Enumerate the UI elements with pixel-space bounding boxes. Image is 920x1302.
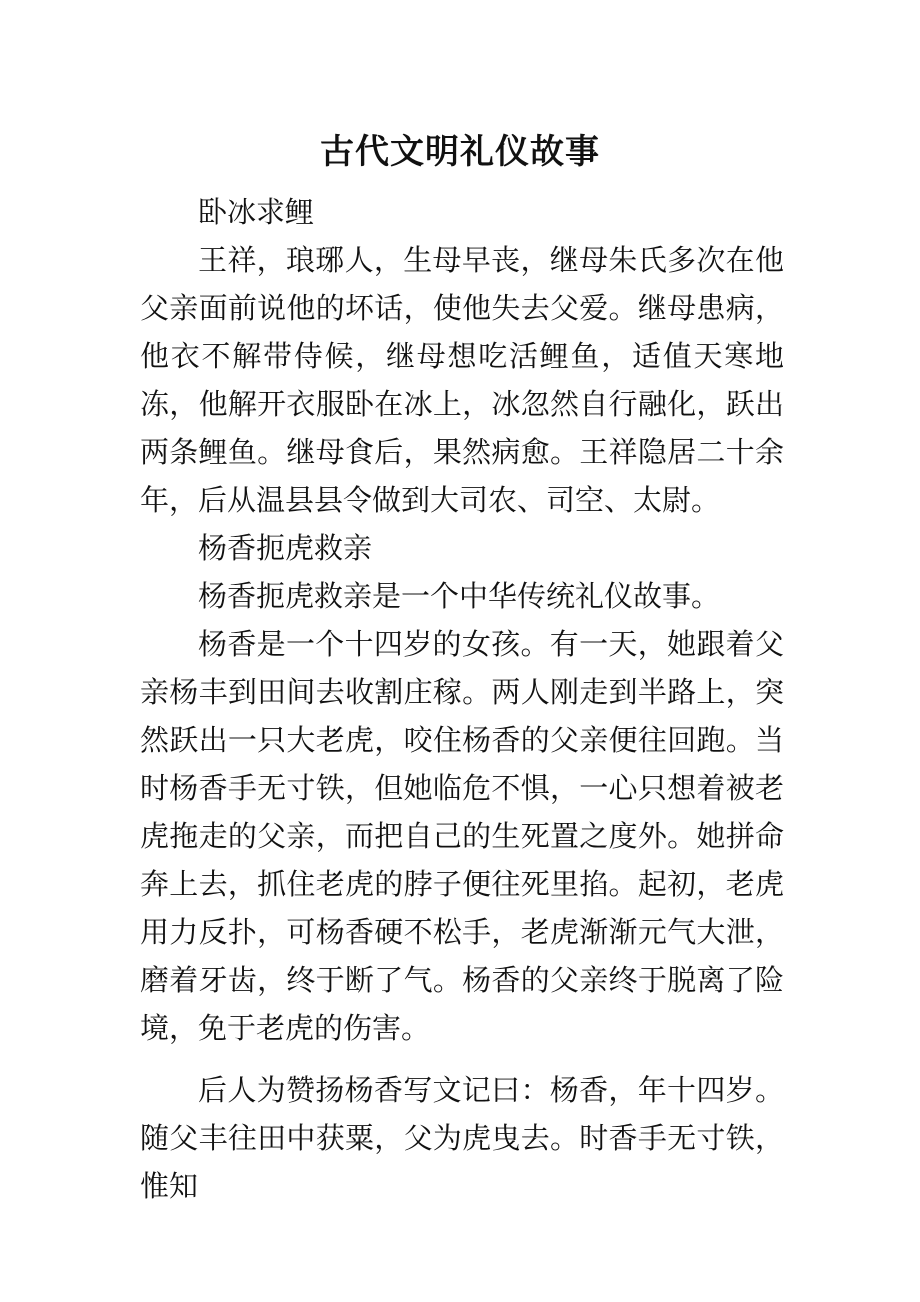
paragraph-yang-xiang-intro: 杨香扼虎救亲是一个中华传统礼仪故事。 [198, 579, 721, 613]
section-heading-yang-xiang: 杨香扼虎救亲 [198, 531, 373, 565]
paragraph-wang-xiang-story: 王祥，琅琊人，生母早丧，继母朱氏多次在他父亲面前说他的坏话，使他失去父爱。继母患病，他衣不解带侍候，继母想吃活鲤鱼，适值天寒地冻，他解开衣服卧在冰上，冰忽然自行融化，跃出两条鲤鱼。继母食后，果然病愈。王祥隐居二十余年，后从温县县令做到大司农、司空、太尉。 [140, 243, 784, 517]
paragraph-yang-xiang-tribute: 后人为赞扬杨香写文记曰：杨香，年十四岁。随父丰往田中获粟，父为虎曳去。时香手无寸铁，惟知 [140, 1073, 784, 1203]
paragraph-yang-xiang-story: 杨香是一个十四岁的女孩。有一天，她跟着父亲杨丰到田间去收割庄稼。两人刚走到半路上，突然跃出一只大老虎，咬住杨香的父亲便往回跑。当时杨香手无寸铁，但她临危不惧，一心只想着被老虎拖走的父亲，而把自己的生死置之度外。她拼命奔上去，抓住老虎的脖子便往死里掐。起初，老虎用力反扑，可杨香硬不松手，老虎渐渐元气大泄，磨着牙齿，终于断了气。杨香的父亲终于脱离了险境，免于老虎的伤害。 [140, 627, 784, 1045]
document-body [140, 188, 784, 1210]
document-title: 古代文明礼仪故事 [320, 132, 600, 172]
section-heading-wobing-qiuli: 卧冰求鲤 [198, 195, 315, 229]
